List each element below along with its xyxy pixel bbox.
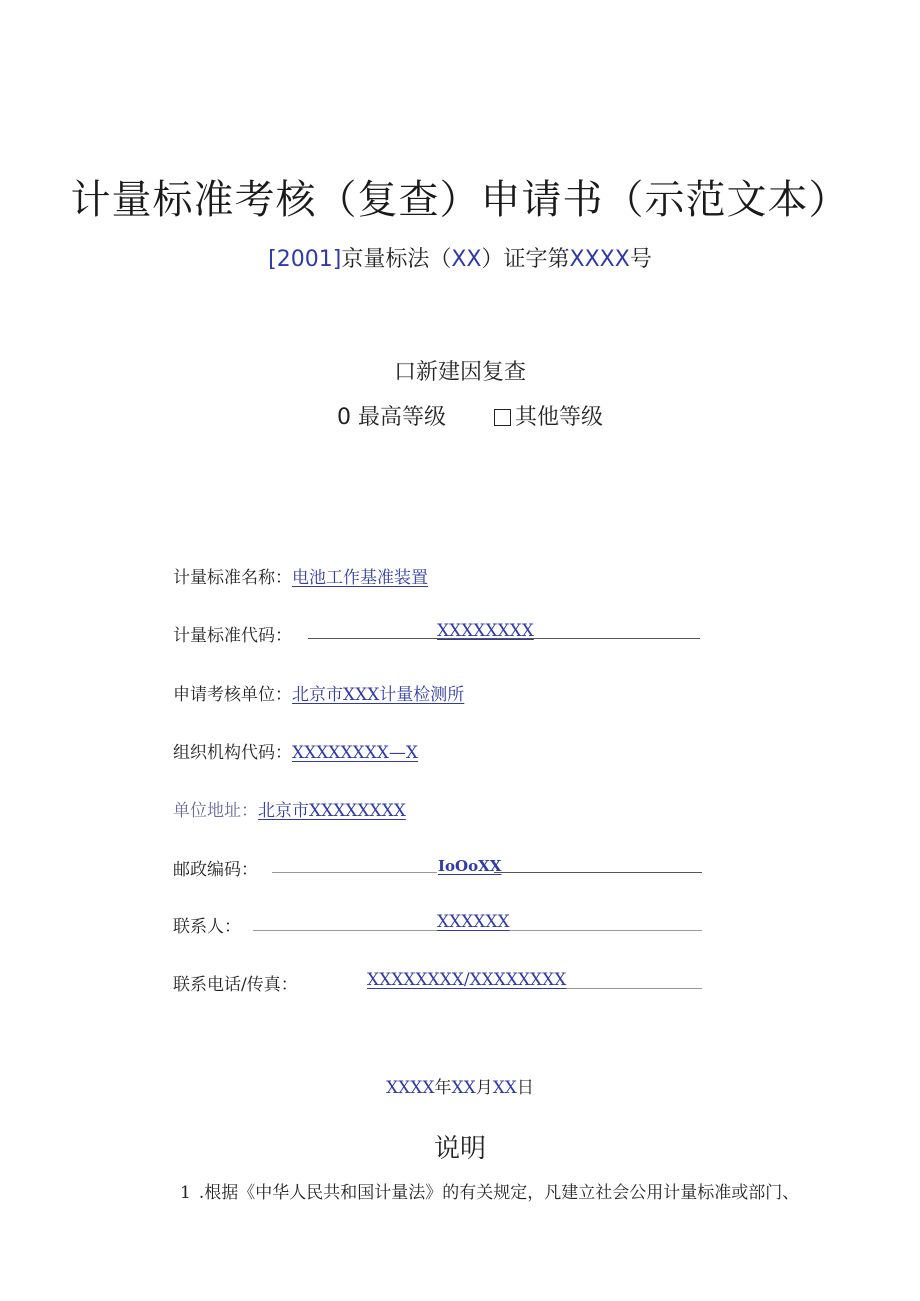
- cert-suffix: 号: [629, 247, 652, 272]
- applicant-unit-value[interactable]: 北京市XXX计量检测所: [292, 685, 465, 705]
- document-title: 计量标准考核（复查）申请书（示范文本）: [70, 177, 850, 223]
- certificate-number: [0, 242, 920, 273]
- zip-label: 邮政编码：: [173, 860, 258, 880]
- other-grade-checkbox[interactable]: [494, 409, 511, 426]
- contact-label: 联系人：: [173, 917, 241, 937]
- cert-prefix: [2001]: [268, 247, 342, 272]
- applicant-unit-label: 申请考核单位：: [173, 685, 292, 705]
- date-year-unit: 年: [434, 1078, 452, 1098]
- highest-grade-mark[interactable]: 0: [337, 405, 351, 430]
- zip-underline-right: [494, 872, 702, 873]
- standard-code-label: 计量标准代码：: [173, 626, 292, 646]
- org-code-label: 组织机构代码：: [173, 743, 292, 763]
- address-label: 单位地址：: [173, 801, 258, 821]
- date-month-unit: 月: [475, 1078, 493, 1098]
- phone-fax-value[interactable]: XXXXXXXX/XXXXXXXX: [367, 970, 567, 990]
- date-day: XX: [492, 1078, 517, 1098]
- contact-value[interactable]: XXXXXX: [437, 912, 510, 932]
- date-month: XX: [451, 1078, 476, 1098]
- option-grade: [337, 400, 603, 431]
- standard-code-value[interactable]: XXXXXXXX: [437, 621, 534, 641]
- new-review-label: 新建因复查: [416, 360, 527, 385]
- zip-underline-left: [272, 872, 437, 873]
- field-contact: [173, 912, 241, 937]
- address-value[interactable]: 北京市XXXXXXXX: [258, 801, 406, 821]
- other-grade-label: 其他等级: [515, 405, 604, 430]
- option-new-review: [0, 355, 920, 386]
- cert-mid2: ）证字第: [481, 247, 570, 272]
- date-day-unit: 日: [516, 1078, 534, 1098]
- cert-code: XX: [451, 247, 482, 272]
- field-applicant-unit: [173, 680, 464, 705]
- explanation-item-1: [180, 1178, 799, 1203]
- field-org-code: [173, 738, 418, 763]
- standard-name-label: 计量标准名称：: [173, 568, 292, 588]
- date-year: XXXX: [386, 1078, 435, 1098]
- field-address: [173, 796, 406, 821]
- cert-mid1: 京量标法（: [341, 247, 452, 272]
- standard-name-value[interactable]: 电池工作基准装置: [292, 568, 428, 588]
- cert-num: XXXX: [569, 247, 630, 272]
- field-phone-fax: [173, 970, 298, 995]
- field-standard-code: [173, 621, 292, 646]
- field-standard-name: [173, 563, 428, 588]
- application-date: [0, 1073, 920, 1098]
- zip-value[interactable]: IoOoXX: [438, 857, 502, 875]
- phone-fax-label: 联系电话/传真：: [173, 975, 298, 995]
- item-text: .根据《中华人民共和国计量法》的有关规定，凡建立社会公用计量标准或部门、: [198, 1183, 800, 1203]
- explanation-heading: 说明: [433, 1134, 486, 1164]
- new-checkbox-glyph[interactable]: 口: [393, 360, 416, 385]
- item-number: 1: [180, 1183, 191, 1203]
- highest-grade-label: 最高等级: [358, 405, 447, 430]
- org-code-value[interactable]: XXXXXXXX—X: [292, 743, 418, 763]
- field-zip: [173, 855, 258, 880]
